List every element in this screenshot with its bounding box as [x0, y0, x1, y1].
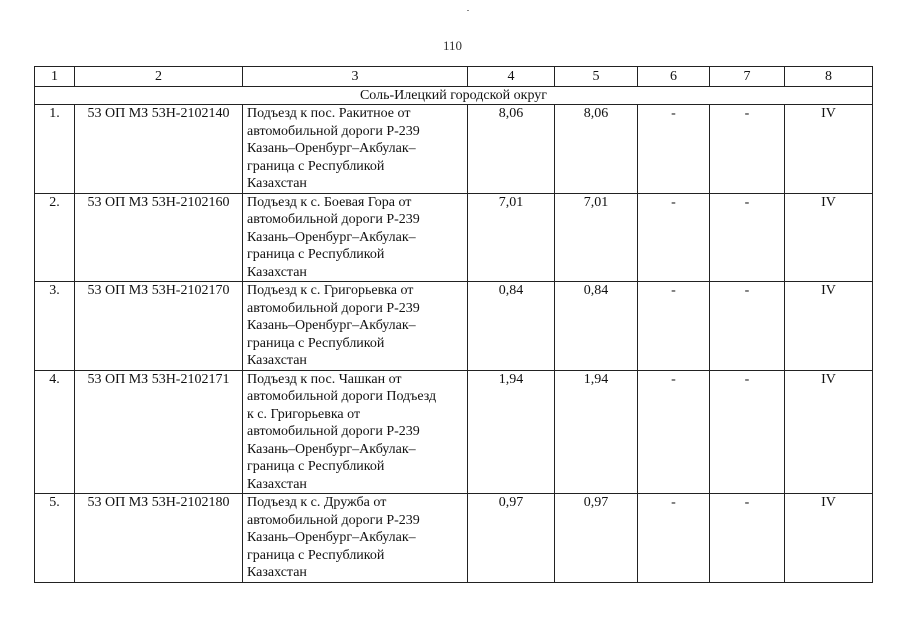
column-7-value: - [710, 494, 785, 583]
road-name-line: Подъезд к с. Боевая Гора от [247, 194, 412, 210]
section-title: Соль-Илецкий городской округ [35, 87, 873, 105]
row-number: 3. [35, 282, 75, 371]
road-name-line: автомобильной дороги Р-239 [247, 123, 420, 139]
column-6-value: - [638, 193, 710, 282]
road-category: IV [785, 282, 873, 371]
road-name-line: Подъезд к пос. Ракитное от [247, 106, 411, 121]
table-row [35, 370, 873, 494]
column-5-value: 1,94 [555, 370, 638, 494]
road-code: 53 ОП МЗ 53Н-2102140 [75, 105, 243, 194]
road-name-line: Казань–Оренбург–Акбулак– [247, 229, 416, 245]
road-code: 53 ОП МЗ 53Н-2102171 [75, 370, 243, 494]
table-row [35, 193, 873, 282]
row-number: 2. [35, 193, 75, 282]
column-4-value: 0,84 [468, 282, 555, 371]
road-name-line: Подъезд к с. Дружба от [247, 495, 387, 510]
road-category: IV [785, 370, 873, 494]
road-name [243, 282, 468, 371]
header-cell: 1 [35, 67, 75, 87]
column-6-value: - [638, 105, 710, 194]
road-name [243, 370, 468, 494]
row-number: 5. [35, 494, 75, 583]
column-5-value: 0,84 [555, 282, 638, 371]
road-category: IV [785, 193, 873, 282]
header-cell: 2 [75, 67, 243, 87]
road-code: 53 ОП МЗ 53Н-2102170 [75, 282, 243, 371]
road-name-line: к с. Григорьевка от [247, 406, 361, 422]
column-5-value: 8,06 [555, 105, 638, 194]
section-row [35, 87, 873, 105]
header-cell: 4 [468, 67, 555, 87]
road-name-line: граница с Республикой [247, 247, 385, 262]
column-4-value: 8,06 [468, 105, 555, 194]
page-number: 110 [442, 38, 463, 53]
road-category: IV [785, 494, 873, 583]
road-name-line: Казань–Оренбург–Акбулак– [247, 141, 416, 156]
row-number: 1. [35, 105, 75, 194]
road-category: IV [785, 105, 873, 194]
header-cell: 3 [243, 67, 468, 87]
column-5-value: 0,97 [555, 494, 638, 583]
header-cell: 6 [638, 67, 710, 87]
column-7-value: - [710, 105, 785, 194]
road-name-line: Казань–Оренбург–Акбулак– [247, 318, 416, 333]
road-name-line: Подъезд к пос. Чашкан от [247, 371, 402, 387]
road-name-line: автомобильной дороги Подъезд [247, 389, 437, 404]
column-4-value: 7,01 [468, 193, 555, 282]
road-name-line: Казахстан [247, 264, 307, 280]
road-name-line: Подъезд к с. Григорьевка от [247, 283, 414, 298]
road-name-line: автомобильной дороги Р-239 [247, 212, 420, 227]
road-code: 53 ОП МЗ 53Н-2102180 [75, 494, 243, 583]
column-7-value: - [710, 193, 785, 282]
column-6-value: - [638, 494, 710, 583]
table-row [35, 494, 873, 583]
road-name-line: граница с Республикой [247, 547, 385, 563]
row-number: 4. [35, 370, 75, 494]
header-cell: 8 [785, 67, 873, 87]
column-7-value: - [710, 370, 785, 494]
scan-speck [467, 10, 469, 11]
road-name [243, 105, 468, 194]
road-name-line: автомобильной дороги Р-239 [247, 424, 420, 439]
header-cell: 7 [710, 67, 785, 87]
roads-table [34, 66, 873, 583]
road-name [243, 193, 468, 282]
column-7-value: - [710, 282, 785, 371]
table-row [35, 282, 873, 371]
road-name-line: автомобильной дороги Р-239 [247, 512, 420, 528]
table-rows [35, 105, 873, 583]
header-cell: 5 [555, 67, 638, 87]
column-6-value: - [638, 282, 710, 371]
road-name-line: Казань–Оренбург–Акбулак– [247, 441, 416, 457]
road-name-line: Казань–Оренбург–Акбулак– [247, 530, 416, 545]
table-row [35, 105, 873, 194]
road-name-line: автомобильной дороги Р-239 [247, 300, 420, 316]
road-name-line: граница с Республикой [247, 335, 385, 351]
road-name-line: Казахстан [247, 176, 307, 191]
road-name-line: граница с Республикой [247, 459, 385, 474]
header-row [35, 67, 873, 87]
road-code: 53 ОП МЗ 53Н-2102160 [75, 193, 243, 282]
road-name [243, 494, 468, 583]
column-5-value: 7,01 [555, 193, 638, 282]
road-name-line: граница с Республикой [247, 158, 385, 174]
road-name-line: Казахстан [247, 353, 307, 368]
column-6-value: - [638, 370, 710, 494]
column-4-value: 1,94 [468, 370, 555, 494]
road-name-line: Казахстан [247, 565, 307, 580]
column-4-value: 0,97 [468, 494, 555, 583]
road-name-line: Казахстан [247, 476, 307, 492]
